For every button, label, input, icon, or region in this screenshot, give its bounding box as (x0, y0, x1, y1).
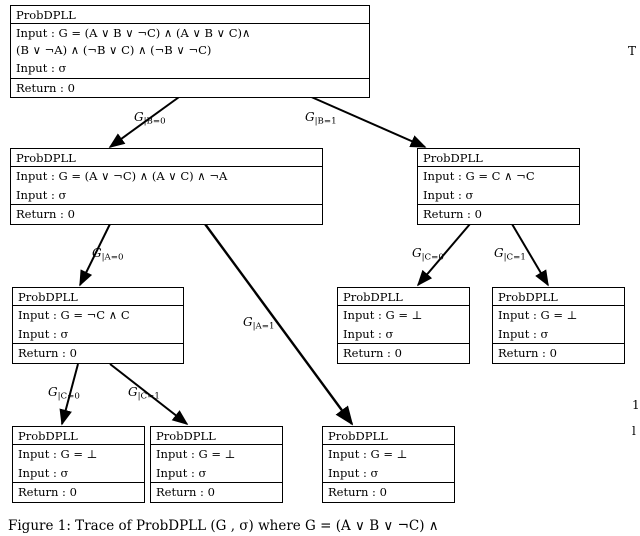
node-return: Return : 0 (328, 485, 387, 500)
node-title: ProbDPLL (423, 151, 483, 165)
node-input-formula: Input : G = (A ∨ ¬C) ∧ (A ∨ C) ∧ ¬A (16, 169, 228, 184)
edge-label-base: G (92, 246, 102, 260)
node-input-formula: Input : G = ⊥ (498, 308, 578, 323)
node-title: ProbDPLL (18, 429, 78, 443)
node-input-sigma: Input : σ (498, 326, 549, 341)
edge-label-sub: |C=0 (421, 252, 444, 263)
node-c1-left[interactable] (150, 426, 283, 503)
margin-mark-top: T (628, 44, 637, 58)
node-c1-right[interactable] (492, 287, 625, 364)
node-input-sigma: Input : σ (156, 465, 207, 480)
edge-label-b0 (134, 110, 166, 126)
edge-label-sub: |A=0 (101, 252, 124, 263)
node-input-formula: Input : G = ⊥ (156, 447, 236, 462)
edge-label-base: G (134, 110, 144, 124)
node-c0-right[interactable] (337, 287, 470, 364)
edge-label-base: G (48, 385, 58, 399)
node-input-formula: Input : G = C ∧ ¬C (423, 169, 535, 184)
edge-label-c0-left (48, 385, 80, 401)
edge-label-sub: |C=1 (503, 252, 526, 263)
edge-label-sub: |A=1 (252, 321, 275, 332)
node-input-formula-line1: Input : G = (A ∨ B ∨ ¬C) ∧ (A ∨ B ∨ C)∧ (16, 26, 251, 41)
node-return: Return : 0 (18, 346, 77, 361)
edge-label-c1-right (494, 246, 526, 262)
node-input-formula: Input : G = ⊥ (328, 447, 408, 462)
node-return: Return : 0 (343, 346, 402, 361)
figure-caption: Figure 1: Trace of ProbDPLL (G , σ) where G = (A ∨ B ∨ ¬C) ∧ (8, 518, 439, 534)
node-return: Return : 0 (16, 80, 75, 95)
node-title: ProbDPLL (18, 290, 78, 304)
edge-label-sub: |B=1 (314, 116, 337, 127)
node-return: Return : 0 (423, 207, 482, 222)
node-c0-left[interactable] (12, 426, 145, 503)
edge-label-base: G (494, 246, 504, 260)
node-input-formula: Input : G = ⊥ (18, 447, 98, 462)
node-input-formula: Input : G = ⊥ (343, 308, 423, 323)
node-input-sigma: Input : σ (423, 187, 474, 202)
node-input-sigma: Input : σ (18, 465, 69, 480)
node-title: ProbDPLL (498, 290, 558, 304)
node-input-formula-line2: (B ∨ ¬A) ∧ (¬B ∨ C) ∧ (¬B ∨ ¬C) (16, 42, 212, 57)
node-input-sigma: Input : σ (328, 465, 379, 480)
node-input-sigma: Input : σ (343, 326, 394, 341)
node-return: Return : 0 (498, 346, 557, 361)
node-title: ProbDPLL (16, 151, 76, 165)
edge-label-base: G (128, 385, 138, 399)
edge-label-b1 (305, 110, 337, 126)
edge-label-a0 (92, 246, 123, 262)
edge-label-sub: |B=0 (143, 116, 166, 127)
edge-label-base: G (305, 110, 315, 124)
edge-label-c0-right (412, 246, 444, 262)
edge-label-a1 (243, 315, 274, 331)
node-title: ProbDPLL (156, 429, 216, 443)
node-input-formula: Input : G = ¬C ∧ C (18, 308, 130, 323)
node-return: Return : 0 (18, 485, 77, 500)
node-return: Return : 0 (16, 207, 75, 222)
margin-mark-low: l (632, 424, 636, 438)
node-a1[interactable] (322, 426, 455, 503)
margin-mark-mid: 1 (632, 398, 640, 412)
node-title: ProbDPLL (16, 8, 76, 22)
edge-label-sub: |C=0 (57, 391, 80, 402)
node-return: Return : 0 (156, 485, 215, 500)
edge-label-sub: |C=1 (137, 391, 160, 402)
edge-label-base: G (412, 246, 422, 260)
edge-label-c1-left (128, 385, 160, 401)
node-b1[interactable] (417, 148, 580, 225)
node-title: ProbDPLL (343, 290, 403, 304)
node-root[interactable] (10, 5, 370, 98)
node-input-sigma: Input : σ (18, 326, 69, 341)
node-input-sigma: Input : σ (16, 61, 67, 76)
node-b0[interactable] (10, 148, 323, 225)
node-input-sigma: Input : σ (16, 187, 67, 202)
edge-label-base: G (243, 315, 253, 329)
node-title: ProbDPLL (328, 429, 388, 443)
node-a0[interactable] (12, 287, 184, 364)
